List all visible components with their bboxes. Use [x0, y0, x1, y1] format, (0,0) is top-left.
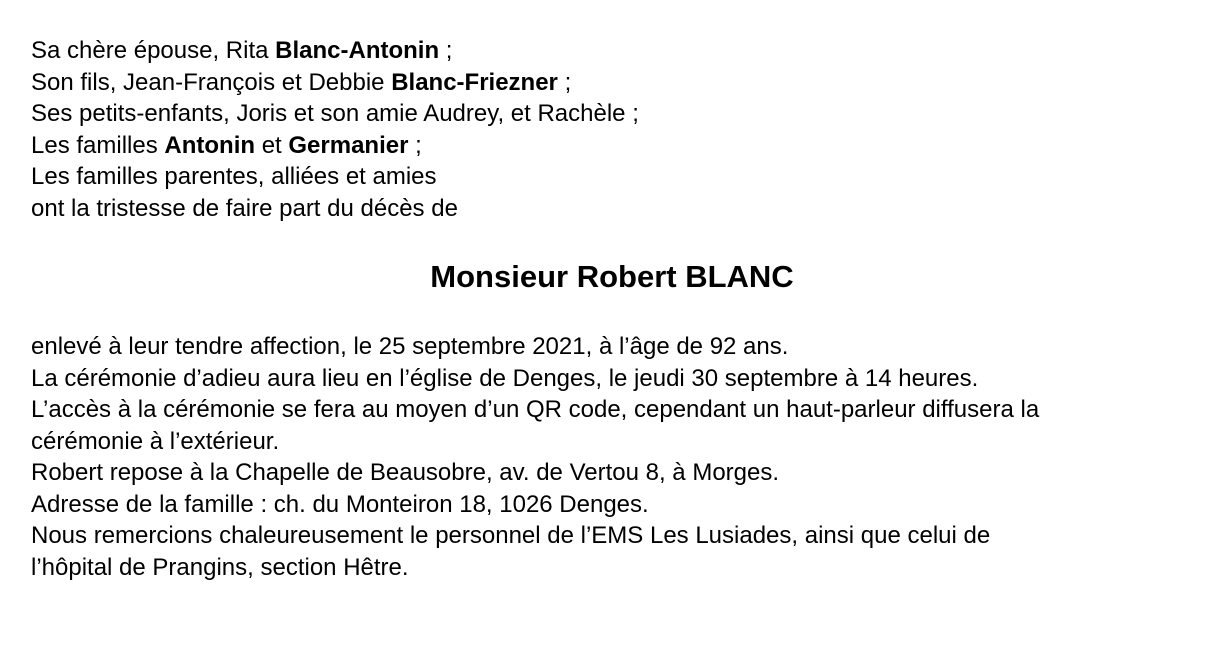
deceased-name-title: Monsieur Robert BLANC — [430, 259, 794, 294]
family-line-spouse — [31, 35, 1211, 67]
spouse-surname: Blanc-Antonin — [275, 37, 440, 64]
son-surname: Blanc-Friezner — [391, 68, 558, 96]
family-announcement — [31, 35, 1211, 224]
family-line-families — [31, 130, 1211, 162]
family-line-announcement: ont la tristesse de faire part du décès de — [31, 194, 458, 222]
detail-thanks-line2: l’hôpital de Prangins, section Hêtre. — [31, 553, 409, 581]
spouse-text: Sa chère épouse, Rita — [31, 37, 276, 64]
spouse-punct: ; — [439, 37, 453, 64]
son-text: Son fils, Jean-François et Debbie — [31, 68, 392, 96]
detail-repose: Robert repose à la Chapelle de Beausobre, av. de Vertou 8, à Morges. — [31, 459, 780, 486]
family-line-son — [31, 67, 1211, 99]
families-punct: ; — [408, 131, 422, 159]
detail-access-line1: L’accès à la cérémonie se fera au moyen d’un QR code, cependant un haut-parleur diffusera la — [31, 396, 1040, 423]
detail-death-date: enlevé à leur tendre affection, le 25 septembre 2021, à l’âge de 92 ans. — [31, 333, 789, 360]
detail-family-address: Adresse de la famille : ch. du Monteiron 18, 1026 Denges. — [31, 490, 649, 518]
son-punct: ; — [557, 68, 572, 96]
detail-ceremony: La cérémonie d’adieu aura lieu en l’église de Denges, le jeudi 30 septembre à 14 heures. — [31, 364, 979, 392]
family-line-relatives: Les familles parentes, alliées et amies — [31, 163, 437, 190]
detail-thanks-line1: Nous remercions chaleureusement le personnel de l’EMS Les Lusiades, ainsi que celui de — [31, 522, 991, 549]
detail-access-line2: cérémonie à l’extérieur. — [31, 427, 280, 455]
families-conjunction: et — [255, 131, 289, 159]
families-text: Les familles — [31, 131, 165, 159]
ceremony-details — [31, 331, 1211, 583]
family-line-grandchildren: Ses petits-enfants, Joris et son amie Audrey, et Rachèle ; — [31, 100, 639, 127]
family-name-antonin: Antonin — [164, 131, 256, 159]
family-name-germanier: Germanier — [288, 131, 409, 159]
